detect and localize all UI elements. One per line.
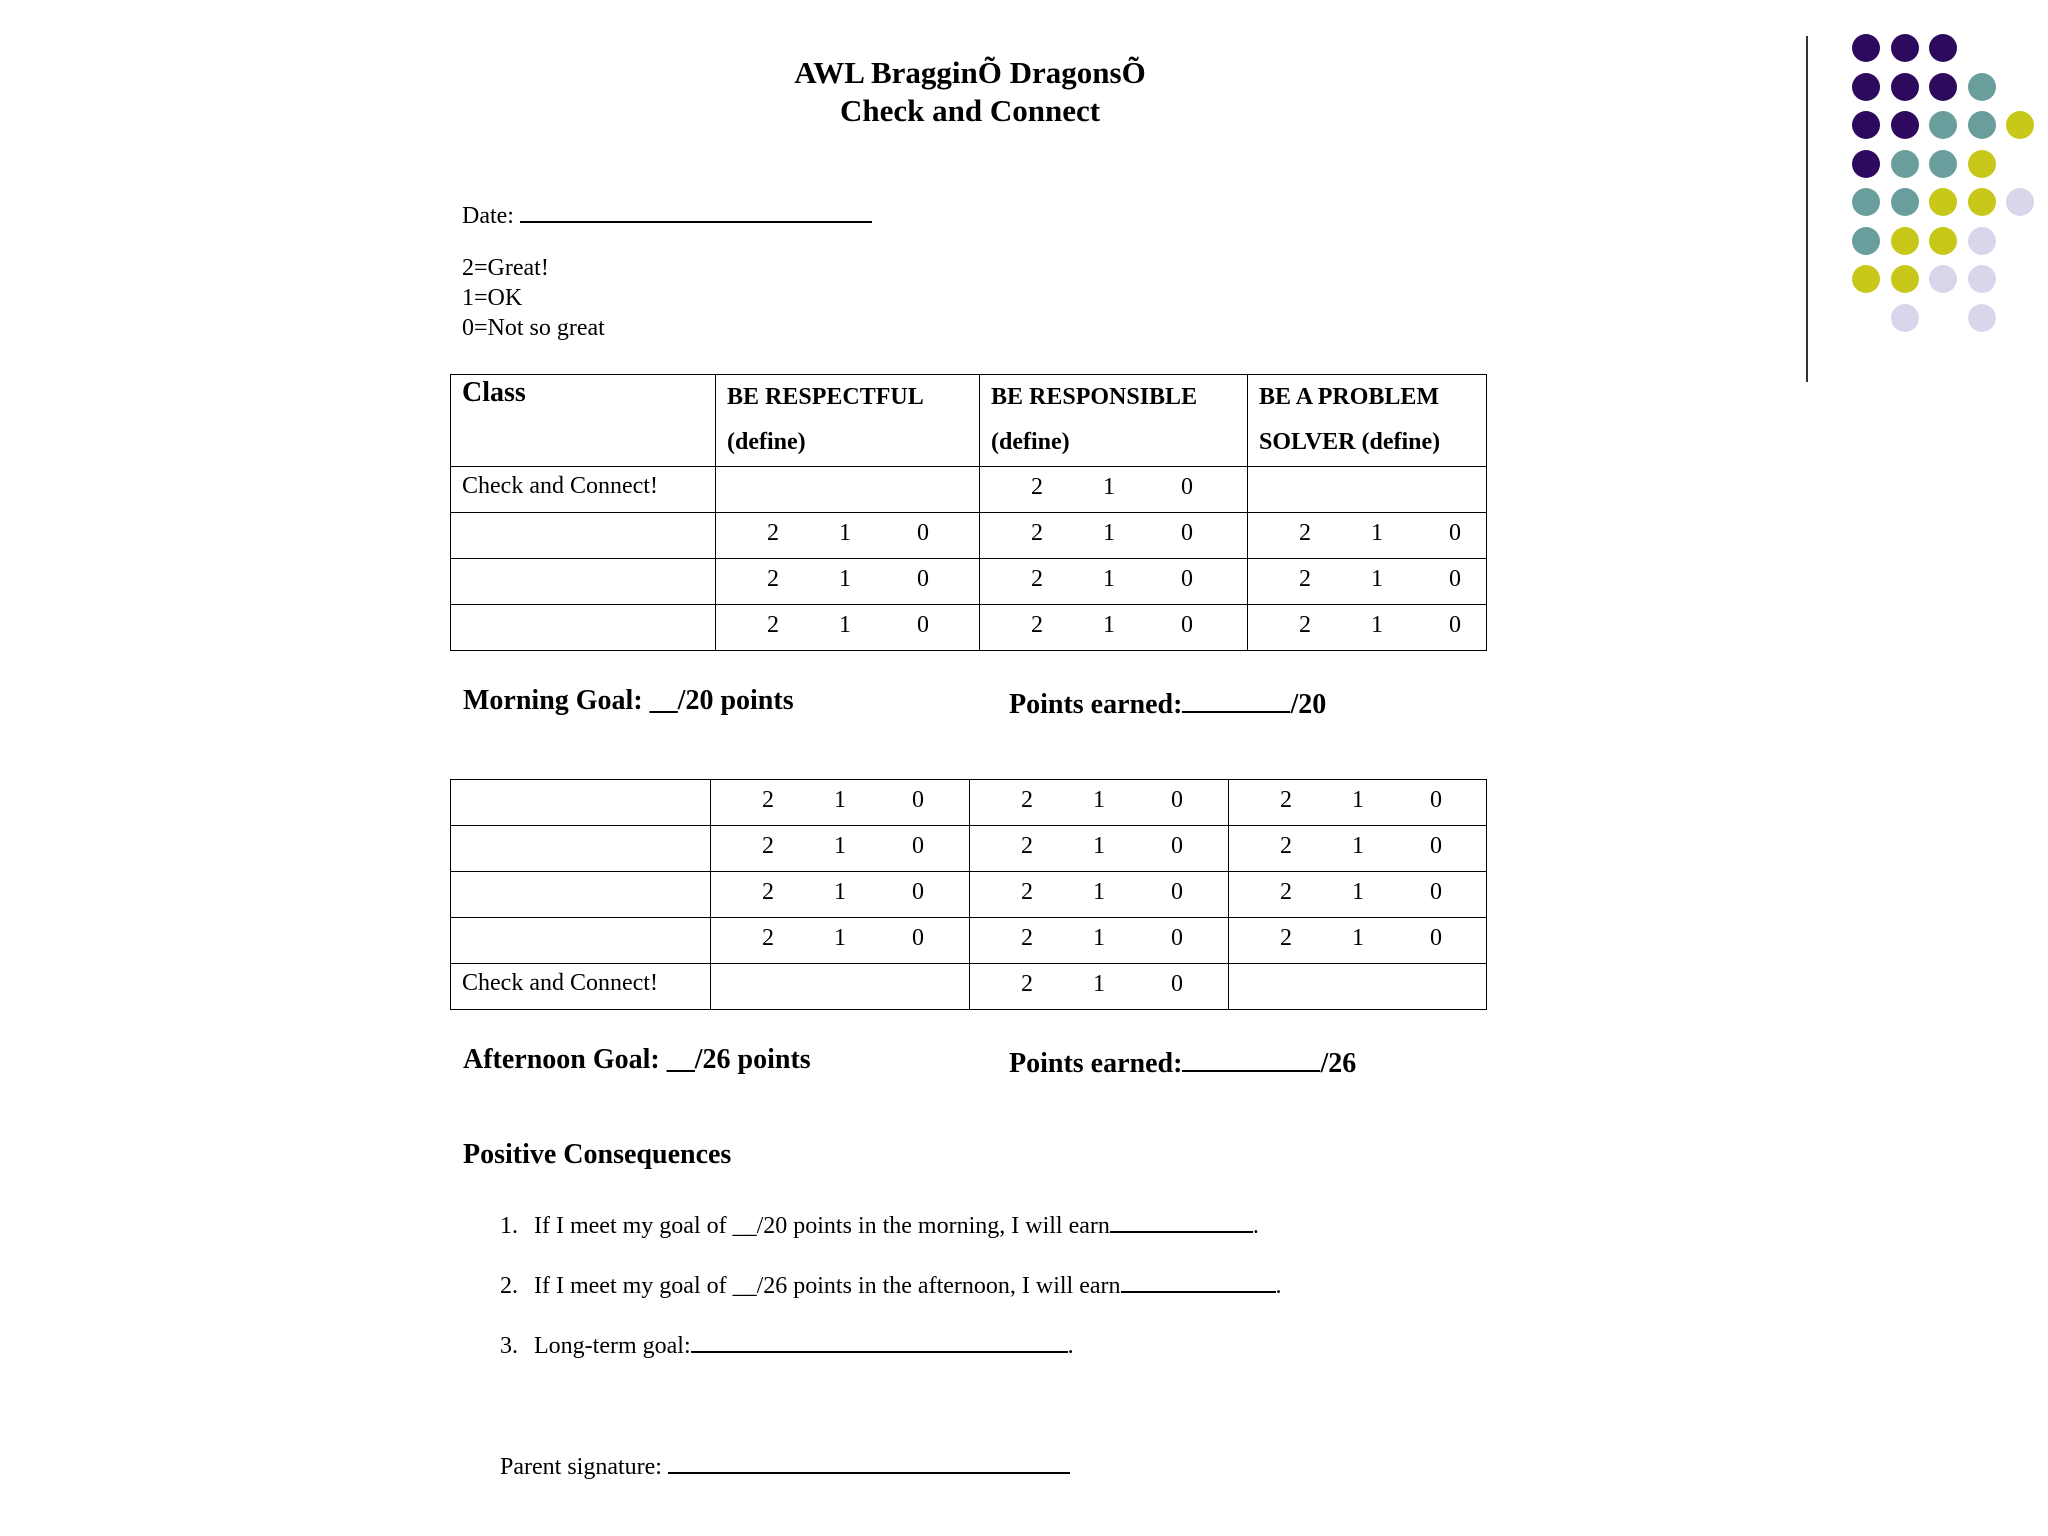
date-field <box>462 195 872 230</box>
decorative-dot <box>1929 111 1957 139</box>
reward-blank[interactable] <box>1121 1265 1276 1293</box>
table-row <box>451 780 1487 826</box>
score-option[interactable]: 0 <box>1181 612 1193 638</box>
consequence-item-1: 1. If I meet my goal of __/20 points in the morning, I will earn . <box>500 1205 1259 1240</box>
decorative-dot <box>2006 111 2034 139</box>
score-option[interactable]: 1 <box>1093 925 1105 951</box>
afternoon-total: /26 <box>1320 1048 1357 1079</box>
score-option[interactable]: 0 <box>1430 879 1442 905</box>
morning-goal: Morning Goal: __/20 points <box>463 685 794 716</box>
date-label: Date: <box>462 203 514 229</box>
decorative-dot <box>1929 73 1957 101</box>
item-number: 3. <box>500 1333 518 1359</box>
score-cell[interactable] <box>980 605 1248 651</box>
decorative-dot <box>1891 227 1919 255</box>
class-name-cell[interactable] <box>451 780 711 826</box>
score-option[interactable]: 1 <box>1352 787 1364 813</box>
scale-not-great: 0=Not so great <box>462 315 605 341</box>
scale-ok: 1=OK <box>462 285 523 311</box>
score-option[interactable]: 0 <box>1171 787 1183 813</box>
respectful-header: BE RESPECTFUL (define) <box>716 375 980 467</box>
table-row <box>451 513 1487 559</box>
score-option[interactable]: 2 <box>1031 520 1043 546</box>
morning-table <box>450 374 1487 651</box>
score-option[interactable]: 2 <box>767 520 779 546</box>
score-option[interactable]: 1 <box>834 787 846 813</box>
worksheet-title: AWL BragginÕ DragonsÕ <box>794 55 1146 90</box>
score-cell[interactable] <box>980 467 1248 513</box>
score-option[interactable]: 1 <box>1103 612 1115 638</box>
decorative-dot <box>1852 111 1880 139</box>
score-option[interactable]: 2 <box>1280 787 1292 813</box>
decorative-dot <box>1968 227 1996 255</box>
score-cell[interactable] <box>716 559 980 605</box>
decorative-dot <box>1852 227 1880 255</box>
decorative-dot <box>1968 111 1996 139</box>
score-option[interactable]: 1 <box>834 879 846 905</box>
class-name-cell[interactable] <box>451 559 716 605</box>
item-text: If I meet my goal of __/20 points in the morning, I will earn <box>534 1213 1110 1239</box>
morning-points-earned <box>1009 685 1326 721</box>
score-cell[interactable] <box>1229 826 1487 872</box>
score-option[interactable]: 2 <box>1280 833 1292 859</box>
score-option[interactable]: 0 <box>917 520 929 546</box>
decorative-dot <box>1929 150 1957 178</box>
score-option[interactable]: 1 <box>1371 520 1383 546</box>
consequences-heading: Positive Consequences <box>463 1139 732 1170</box>
decorative-dot <box>1968 265 1996 293</box>
signature-blank[interactable] <box>668 1446 1070 1474</box>
score-option[interactable]: 2 <box>767 612 779 638</box>
score-option[interactable]: 0 <box>1171 971 1183 997</box>
score-option[interactable]: 0 <box>912 787 924 813</box>
score-cell[interactable] <box>711 872 970 918</box>
score-option[interactable]: 2 <box>762 925 774 951</box>
item-number: 2. <box>500 1273 518 1299</box>
score-option[interactable]: 0 <box>1430 833 1442 859</box>
score-option[interactable]: 1 <box>1352 925 1364 951</box>
score-option[interactable]: 0 <box>1430 925 1442 951</box>
score-cell[interactable] <box>970 826 1229 872</box>
item-text: If I meet my goal of __/26 points in the afternoon, I will earn <box>534 1273 1121 1299</box>
date-blank[interactable] <box>520 195 872 223</box>
decorative-dot <box>1852 188 1880 216</box>
long-term-goal-blank[interactable] <box>691 1325 1068 1353</box>
afternoon-table <box>450 779 1487 1010</box>
morning-points-blank[interactable] <box>1182 685 1290 713</box>
empty-cell[interactable] <box>711 964 970 1010</box>
score-option[interactable]: 1 <box>1103 566 1115 592</box>
score-option[interactable]: 1 <box>834 833 846 859</box>
score-option[interactable]: 1 <box>1103 474 1115 500</box>
decorative-dot <box>1891 265 1919 293</box>
score-option[interactable]: 2 <box>1021 925 1033 951</box>
score-option[interactable]: 2 <box>1021 833 1033 859</box>
class-header: Class <box>451 375 716 467</box>
score-option[interactable]: 1 <box>1371 566 1383 592</box>
check-connect-label: Check and Connect! <box>451 964 711 1010</box>
table-row <box>451 918 1487 964</box>
score-cell[interactable] <box>1248 605 1487 651</box>
score-cell[interactable] <box>711 780 970 826</box>
class-name-cell[interactable] <box>451 918 711 964</box>
item-text: Long-term goal: <box>534 1333 691 1359</box>
points-earned-label: Points earned: <box>1009 1048 1183 1079</box>
empty-cell[interactable] <box>1248 467 1487 513</box>
score-option[interactable]: 2 <box>1299 612 1311 638</box>
score-option[interactable]: 2 <box>762 787 774 813</box>
table-row <box>451 872 1487 918</box>
score-cell[interactable] <box>1229 780 1487 826</box>
score-option[interactable]: 0 <box>917 612 929 638</box>
decorative-dot <box>1929 227 1957 255</box>
consequence-item-3: 3. Long-term goal: . <box>500 1325 1074 1360</box>
score-cell[interactable] <box>970 964 1229 1010</box>
score-option[interactable]: 1 <box>1352 833 1364 859</box>
score-option[interactable]: 2 <box>1299 520 1311 546</box>
responsible-header: BE RESPONSIBLE (define) <box>980 375 1248 467</box>
problem-solver-header: BE A PROBLEM SOLVER (define) <box>1248 375 1487 467</box>
score-option[interactable]: 2 <box>1280 879 1292 905</box>
score-option[interactable]: 2 <box>1280 925 1292 951</box>
score-option[interactable]: 0 <box>1449 566 1461 592</box>
scale-great: 2=Great! <box>462 255 549 281</box>
score-cell[interactable] <box>970 918 1229 964</box>
decorative-dot <box>1852 150 1880 178</box>
decorative-dot <box>1852 73 1880 101</box>
decorative-dot <box>1968 304 1996 332</box>
decorative-dot <box>1891 73 1919 101</box>
score-option[interactable]: 0 <box>912 879 924 905</box>
score-option[interactable]: 1 <box>834 925 846 951</box>
score-option[interactable]: 1 <box>1352 879 1364 905</box>
score-option[interactable]: 0 <box>1181 474 1193 500</box>
score-option[interactable]: 1 <box>1371 612 1383 638</box>
class-name-cell[interactable] <box>451 872 711 918</box>
score-option[interactable]: 1 <box>839 566 851 592</box>
decorative-dot <box>1852 265 1880 293</box>
consequence-item-2: 2. If I meet my goal of __/26 points in the afternoon, I will earn . <box>500 1265 1282 1300</box>
score-option[interactable]: 1 <box>1093 787 1105 813</box>
table-row <box>451 605 1487 651</box>
empty-cell[interactable] <box>716 467 980 513</box>
score-option[interactable]: 0 <box>1430 787 1442 813</box>
score-option[interactable]: 2 <box>1021 971 1033 997</box>
score-option[interactable]: 0 <box>1449 612 1461 638</box>
score-option[interactable]: 0 <box>1181 566 1193 592</box>
decorative-dot <box>1891 34 1919 62</box>
decorative-dot <box>1891 304 1919 332</box>
score-cell[interactable] <box>980 559 1248 605</box>
decorative-dot <box>1968 73 1996 101</box>
class-name-cell[interactable] <box>451 513 716 559</box>
decorative-dot <box>1891 188 1919 216</box>
morning-header-row <box>451 375 1487 467</box>
score-cell[interactable] <box>716 513 980 559</box>
decorative-dot <box>1929 34 1957 62</box>
afternoon-goal: Afternoon Goal: __/26 points <box>463 1044 811 1075</box>
morning-total: /20 <box>1290 689 1327 720</box>
score-option[interactable]: 2 <box>1299 566 1311 592</box>
score-option[interactable]: 1 <box>1093 971 1105 997</box>
score-option[interactable]: 2 <box>1021 787 1033 813</box>
check-connect-label: Check and Connect! <box>451 467 716 513</box>
empty-cell[interactable] <box>1229 964 1487 1010</box>
score-option[interactable]: 2 <box>1031 612 1043 638</box>
score-cell[interactable] <box>1248 513 1487 559</box>
score-option[interactable]: 0 <box>1171 879 1183 905</box>
score-cell[interactable] <box>711 918 970 964</box>
check-connect-row <box>451 467 1487 513</box>
score-option[interactable]: 0 <box>912 833 924 859</box>
score-option[interactable]: 0 <box>1171 925 1183 951</box>
table-row <box>451 559 1487 605</box>
score-cell[interactable] <box>716 605 980 651</box>
score-cell[interactable] <box>970 872 1229 918</box>
score-option[interactable]: 1 <box>839 612 851 638</box>
decorative-dot <box>2006 188 2034 216</box>
table-row <box>451 826 1487 872</box>
score-option[interactable]: 2 <box>767 566 779 592</box>
score-option[interactable]: 2 <box>762 833 774 859</box>
signature-label: Parent signature: <box>500 1454 662 1480</box>
score-option[interactable]: 0 <box>917 566 929 592</box>
score-option[interactable]: 0 <box>912 925 924 951</box>
score-cell[interactable] <box>1229 918 1487 964</box>
score-option[interactable]: 2 <box>1031 474 1043 500</box>
class-name-cell[interactable] <box>451 605 716 651</box>
score-option[interactable]: 0 <box>1449 520 1461 546</box>
decorative-dot <box>1929 188 1957 216</box>
score-cell[interactable] <box>970 780 1229 826</box>
check-connect-row <box>451 964 1487 1010</box>
afternoon-points-earned <box>1009 1044 1356 1080</box>
score-option[interactable]: 2 <box>762 879 774 905</box>
score-option[interactable]: 1 <box>1093 833 1105 859</box>
worksheet-subtitle: Check and Connect <box>839 93 1101 128</box>
decorative-divider <box>1806 36 1808 382</box>
decorative-dot <box>1891 111 1919 139</box>
score-cell[interactable] <box>1248 559 1487 605</box>
decorative-dot <box>1852 34 1880 62</box>
score-cell[interactable] <box>980 513 1248 559</box>
parent-signature <box>500 1446 1070 1481</box>
score-option[interactable]: 2 <box>1031 566 1043 592</box>
score-option[interactable]: 0 <box>1181 520 1193 546</box>
score-option[interactable]: 1 <box>839 520 851 546</box>
decorative-dot <box>1968 188 1996 216</box>
score-option[interactable]: 1 <box>1093 879 1105 905</box>
points-earned-label: Points earned: <box>1009 689 1183 720</box>
score-option[interactable]: 0 <box>1171 833 1183 859</box>
score-option[interactable]: 1 <box>1103 520 1115 546</box>
score-cell[interactable] <box>1229 872 1487 918</box>
decorative-dot <box>1968 150 1996 178</box>
afternoon-points-blank[interactable] <box>1182 1044 1320 1072</box>
decorative-dot <box>1891 150 1919 178</box>
score-cell[interactable] <box>711 826 970 872</box>
decorative-dot <box>1929 265 1957 293</box>
reward-blank[interactable] <box>1110 1205 1253 1233</box>
item-number: 1. <box>500 1213 518 1239</box>
score-option[interactable]: 2 <box>1021 879 1033 905</box>
class-name-cell[interactable] <box>451 826 711 872</box>
